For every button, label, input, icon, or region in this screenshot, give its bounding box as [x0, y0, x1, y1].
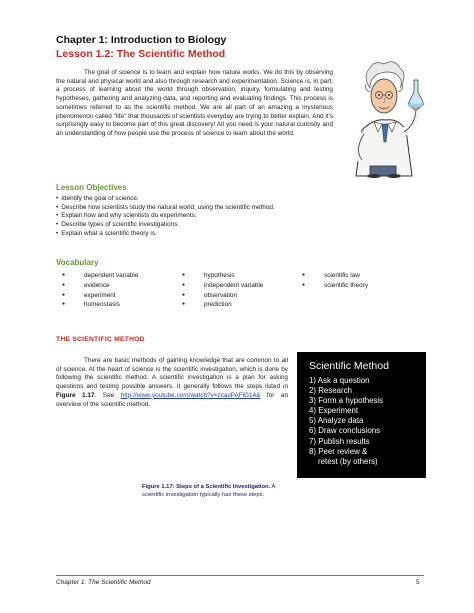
paragraph-text: There are basic methods of gaining knowledge that are common to all of science. At the heart of science is the scientific investigation, which is done by following the scientific method. A scientific investigation is a plan for asking questions and testing possible answers. It generally follows the steps listed in — [56, 357, 288, 391]
scientific-method-heading: THE SCIENTIFIC METHOD — [56, 336, 145, 343]
vocab-term: ● dependent variable — [56, 271, 138, 281]
vocab-term: ● homeostasis — [56, 300, 138, 310]
figure-step: retest (by others) — [318, 456, 378, 466]
figure-step: 1) Ask a question — [309, 376, 370, 385]
vocab-term: ● scientific law — [296, 271, 368, 281]
intro-paragraph: The goal of science is to learn and explain how nature works. We do this by observing the natural and physical world and also through research and experimentation. Science is, in part, a process of learning about the world through observation, inquiry, formulating and testing hypotheses, gathering and analyzing data, and reporting and evaluating findings. This process is sometimes referred to as the scientific method. We are all part of an amazing a mysterious phenomenon called "life" that thousands of scientists everyday are trying to better explain. And it's surprisingly easy to become part of this great discovery! All you need is your natural curiosity and an understanding of how people use the process of science to learn about the world. — [56, 69, 333, 137]
figure-step: 4) Experiment — [309, 406, 359, 416]
scientific-method-paragraph — [56, 357, 288, 409]
figure-step: 3) Form a hypothesis — [309, 396, 384, 406]
vocab-term: ● observation — [176, 291, 263, 301]
paragraph-text: for an overview of the scientific method. — [56, 391, 288, 408]
figure-step: 8) Peer review & — [309, 446, 368, 456]
chapter-title: Chapter 1: Introduction to Biology — [56, 34, 227, 46]
figure-step: 2) Research — [309, 386, 352, 396]
lesson-title: Lesson 1.2: The Scientific Method — [56, 48, 226, 60]
vocabulary-column-2 — [176, 271, 263, 310]
figure-reference: Figure 1.17 — [56, 391, 95, 399]
vocab-term: ● independent variable — [176, 281, 263, 291]
page-number: 5 — [416, 579, 420, 586]
vocabulary-heading: Vocabulary — [56, 258, 99, 267]
figure-caption — [142, 484, 296, 499]
figure-step: 6) Draw conclusions — [309, 426, 381, 436]
figure-step: 5) Analyze data — [309, 416, 364, 426]
vocab-term: ● experiment — [56, 291, 138, 301]
objectives-list — [56, 195, 275, 239]
vocabulary-column-3 — [296, 271, 368, 291]
caption-text: A scientific investigation typically has these steps. — [142, 484, 276, 498]
vocab-term: ● prediction — [176, 300, 263, 310]
scientific-method-figure — [297, 352, 426, 478]
paragraph-text: . See — [94, 391, 121, 399]
figure-title: Scientific Method — [309, 360, 389, 372]
caption-title: Figure 1.17: Steps of a Scientific Investigation. — [142, 484, 271, 490]
vocabulary-column-1 — [56, 271, 138, 310]
objectives-heading: Lesson Objectives — [56, 183, 127, 192]
figure-step: 7) Publish results — [309, 436, 370, 446]
scientist-illustration — [334, 58, 434, 178]
vocab-term: ● hypothesis — [176, 271, 263, 281]
vocab-term: ● evidence — [56, 281, 138, 291]
list-item: • Explain what a scientific theory is. — [56, 230, 275, 239]
footer-chapter: Chapter 1: The Scientific Method — [56, 579, 151, 586]
list-item: • Explain how and why scientists do experiments. — [56, 212, 275, 221]
figure-steps — [309, 376, 383, 467]
vocab-term: ● scientific theory — [296, 281, 368, 291]
list-item: • Describe how scientists study the natural world; using the scientific method. — [56, 204, 275, 213]
youtube-link[interactable]: http://www.youtube.com/watch?v=zcavPAFiG14& — [120, 391, 261, 399]
footer-divider — [56, 575, 424, 576]
list-item: • Identify the goal of science. — [56, 195, 275, 204]
list-item: • Describe types of scientific investigations. — [56, 221, 275, 230]
